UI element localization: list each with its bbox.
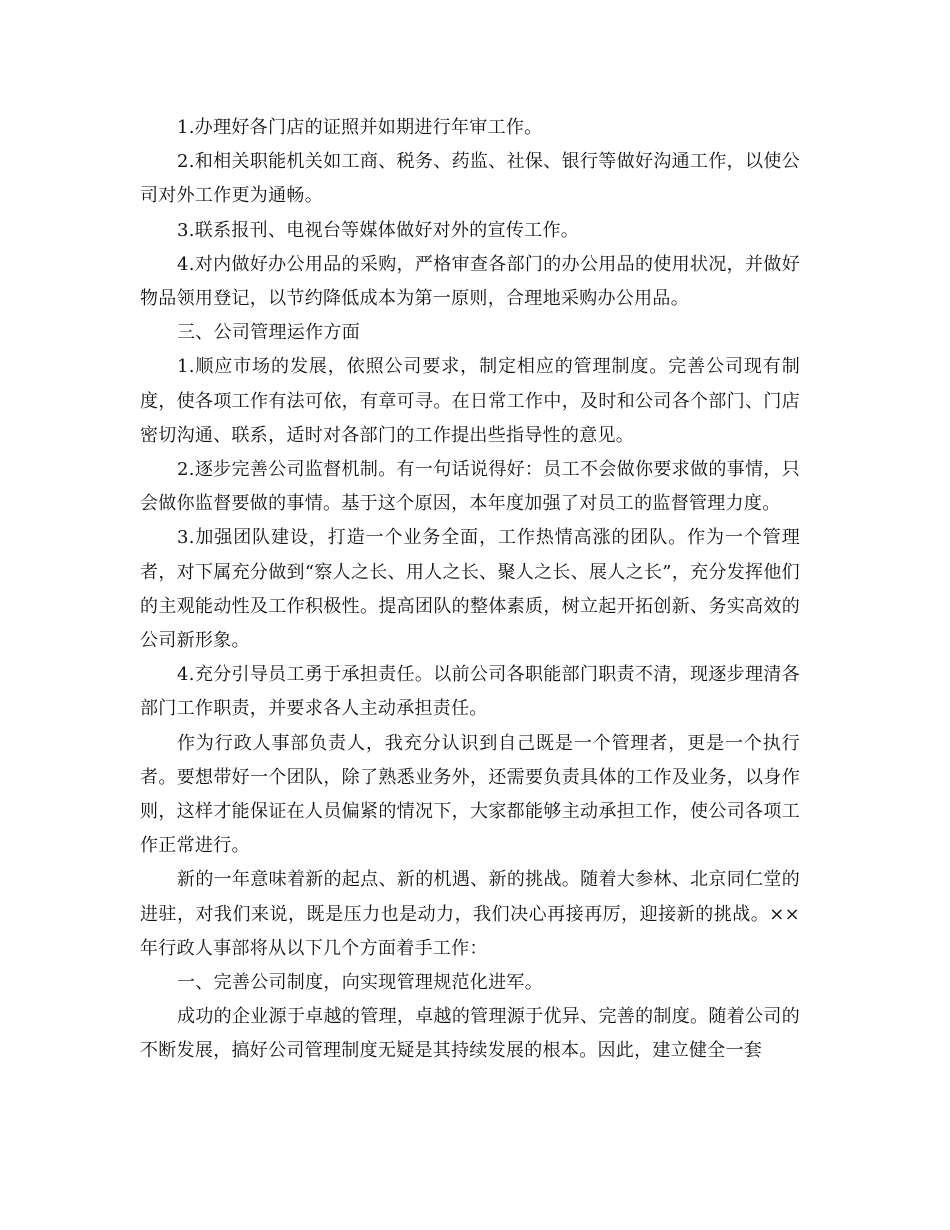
paragraph-1: 1.办理好各门店的证照并如期进行年审工作。 (177, 117, 543, 138)
paragraph-5: 1.顺应市场的发展，依照公司要求，制定相应的管理制度。完善公司现有制度，使各项工作有法可依，有章可寻。在日常工作中，及时和公司各个部门、门店密切沟通、联系，适时对各部门的工作提出些指导性的意见。 (140, 356, 800, 446)
paragraph-9: 作为行政人事部负责人，我充分认识到自己既是一个管理者，更是一个执行者。要想带好一个团队，除了熟悉业务外，还需要负责具体的工作及业务，以身作则，这样才能保证在人员偏紧的情况下，大家都能够主动承担工作，使公司各项工作正常进行。 (140, 732, 800, 857)
paragraph-6: 2.逐步完善公司监督机制。有一句话说得好：员工不会做你要求做的事情，只会做你监督要做的事情。基于这个原因，本年度加强了对员工的监督管理力度。 (140, 459, 800, 515)
section-heading-3: 三、公司管理运作方面 (177, 322, 360, 344)
section-heading-1: 一、完善公司制度，向实现管理规范化进军。 (177, 972, 543, 994)
paragraph-7: 3.加强团队建设，打造一个业务全面，工作热情高涨的团队。作为一个管理者，对下属充分做到“察人之长、用人之长、聚人之长、展人之长”，充分发挥他们的主观能动性及工作积极性。提高团队的整体素质，树立起开拓创新、务实高效的公司新形象。 (140, 527, 800, 652)
document-body (140, 111, 800, 1069)
paragraph-3: 3.联系报刊、电视台等媒体做好对外的宣传工作。 (177, 219, 580, 241)
paragraph-4: 4.对内做好办公用品的采购，严格审查各部门的办公用品的使用状况，并做好物品领用登记，以节约降低成本为第一原则，合理地采购办公用品。 (140, 253, 800, 310)
paragraph-8: 4.充分引导员工勇于承担责任。以前公司各职能部门职责不清，现逐步理清各部门工作职责，并要求各人主动承担责任。 (140, 664, 800, 720)
paragraph-11: 成功的企业源于卓越的管理，卓越的管理源于优异、完善的制度。随着公司的不断发展，搞好公司管理制度无疑是其持续发展的根本。因此，建立健全一套 (140, 1006, 800, 1062)
paragraph-10: 新的一年意味着新的起点、新的机遇、新的挑战。随着大参林、北京同仁堂的进驻，对我们来说，既是压力也是动力，我们决心再接再厉，迎接新的挑战。××年行政人事部将从以下几个方面着手工作： (140, 869, 800, 959)
paragraph-2: 2.和相关职能机关如工商、税务、药监、社保、银行等做好沟通工作，以使公司对外工作更为通畅。 (140, 151, 800, 207)
